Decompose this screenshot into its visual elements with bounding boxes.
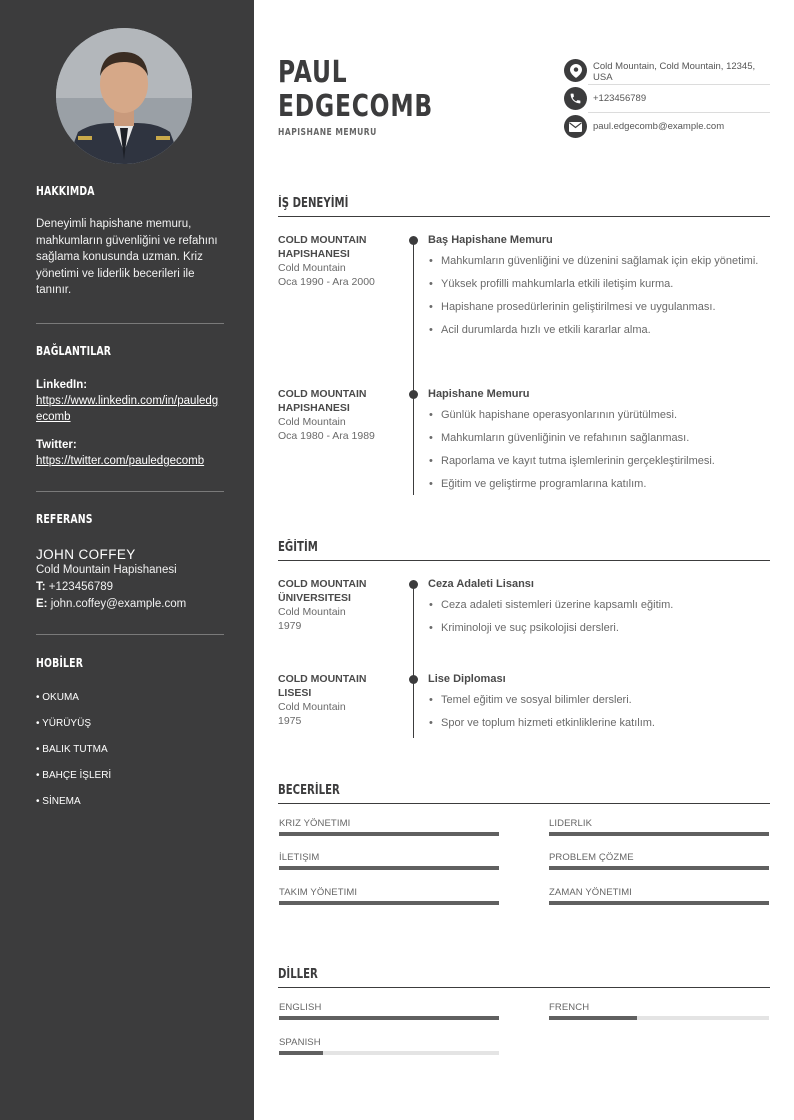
last-name: EDGECOMB xyxy=(278,89,434,124)
skill-item xyxy=(549,887,769,905)
contact-divider xyxy=(588,84,770,85)
reference-email: john.coffey@example.com xyxy=(50,598,187,610)
timeline-dot xyxy=(409,390,418,399)
employer-location: Cold Mountain xyxy=(278,416,346,428)
skill-item xyxy=(549,818,769,836)
skill-label: PROBLEM ÇÖZME xyxy=(549,852,634,863)
sidebar-divider xyxy=(36,323,224,324)
section-divider xyxy=(278,560,770,561)
reference-email-label: E: xyxy=(36,598,48,610)
skill-item xyxy=(279,852,499,870)
language-bar xyxy=(279,1016,499,1020)
skill-bar-fill xyxy=(279,832,499,836)
first-name: PAUL xyxy=(278,55,348,90)
responsibility-item: • Eğitim ve geliştirme programlarına katılım. xyxy=(428,477,768,492)
sidebar xyxy=(0,0,254,1120)
responsibility-item: • Günlük hapishane operasyonlarının yürütülmesi. xyxy=(428,408,768,423)
language-item xyxy=(549,1002,769,1020)
graduation-year: 1979 xyxy=(278,620,302,632)
education-detail-list xyxy=(428,598,768,636)
language-label: FRENCH xyxy=(549,1002,590,1013)
employment-dates: Oca 1990 - Ara 2000 xyxy=(278,276,375,288)
school-location: Cold Mountain xyxy=(278,701,346,713)
skill-bar xyxy=(549,832,769,836)
degree-title: Lise Diploması xyxy=(428,673,506,685)
experience-timeline xyxy=(413,240,414,495)
hobby-item: • YÜRÜYÜŞ xyxy=(36,718,91,729)
reference-name: JOHN COFFEY xyxy=(36,547,136,562)
education-detail-item: • Kriminoloji ve suç psikolojisi dersleri. xyxy=(428,621,768,636)
hobbies-list xyxy=(36,691,224,821)
linkedin-label: LinkedIn: xyxy=(36,379,88,391)
timeline-dot xyxy=(409,675,418,684)
experience-heading: İŞ DENEYİMİ xyxy=(278,196,349,211)
position-title: Baş Hapishane Memuru xyxy=(428,234,553,246)
education-timeline xyxy=(413,584,414,738)
experience-entry-meta xyxy=(278,388,396,443)
skill-label: İLETIŞIM xyxy=(279,852,320,863)
reference-phone-label: T: xyxy=(36,581,46,593)
reference-phone: +123456789 xyxy=(48,581,114,593)
skill-bar xyxy=(549,901,769,905)
language-bar xyxy=(549,1016,769,1020)
skill-item xyxy=(549,852,769,870)
skill-bar xyxy=(279,901,499,905)
language-item xyxy=(279,1037,499,1055)
education-heading: EĞİTİM xyxy=(278,540,318,555)
experience-entry-meta xyxy=(278,234,396,289)
contact-phone xyxy=(564,87,770,110)
reference-phone-row xyxy=(36,579,224,596)
sidebar-divider xyxy=(36,634,224,635)
twitter-label: Twitter: xyxy=(36,439,77,451)
phone-text: +123456789 xyxy=(593,93,647,104)
education-detail-list xyxy=(428,693,768,731)
language-label: SPANISH xyxy=(279,1037,321,1048)
hobby-item: • SİNEMA xyxy=(36,796,81,807)
employment-dates: Oca 1980 - Ara 1989 xyxy=(278,430,375,442)
linkedin-link[interactable]: https://www.linkedin.com/in/pauledgecomb xyxy=(36,395,219,423)
skill-bar xyxy=(279,866,499,870)
about-section xyxy=(36,184,224,299)
responsibility-item: • Acil durumlarda hızlı ve etkili kararlar alma. xyxy=(428,323,768,338)
skill-bar-fill xyxy=(279,866,499,870)
linkedin-entry xyxy=(36,378,224,425)
position-title: Hapishane Memuru xyxy=(428,388,530,400)
skill-item xyxy=(279,818,499,836)
skill-bar-fill xyxy=(279,901,499,905)
skill-bar-fill xyxy=(549,832,769,836)
profile-photo xyxy=(56,28,192,164)
language-bar xyxy=(279,1051,499,1055)
reference-email-row xyxy=(36,596,224,613)
language-bar-fill xyxy=(279,1016,499,1020)
section-divider xyxy=(278,987,770,988)
contact-address xyxy=(564,59,770,83)
responsibility-item: • Mahkumların güvenliğinin ve refahının sağlanması. xyxy=(428,431,768,446)
skill-bar xyxy=(279,832,499,836)
portrait-image xyxy=(56,28,192,164)
address-text: Cold Mountain, Cold Mountain, 12345, USA xyxy=(593,61,756,83)
reference-org: Cold Mountain Hapishanesi xyxy=(36,564,177,576)
language-bar-fill xyxy=(279,1051,323,1055)
email-text: paul.edgecomb@example.com xyxy=(593,121,725,132)
skill-bar-fill xyxy=(549,866,769,870)
responsibility-list xyxy=(428,408,768,492)
responsibility-item: • Hapishane prosedürlerinin geliştirilmesi ve uygulanması. xyxy=(428,300,768,315)
contact-email xyxy=(564,115,770,138)
timeline-dot xyxy=(409,236,418,245)
twitter-link[interactable]: https://twitter.com/pauledgecomb xyxy=(36,455,205,467)
main-content xyxy=(254,0,794,1120)
sidebar-divider xyxy=(36,491,224,492)
skill-label: LIDERLIK xyxy=(549,818,593,829)
section-divider xyxy=(278,216,770,217)
languages-heading: DİLLER xyxy=(278,967,318,982)
skill-label: ZAMAN YÖNETIMI xyxy=(549,887,633,898)
employer-name: COLD MOUNTAIN HAPISHANESI xyxy=(278,234,367,260)
employer-name: COLD MOUNTAIN HAPISHANESI xyxy=(278,388,367,414)
education-entry-detail xyxy=(428,577,768,644)
education-entry-meta xyxy=(278,578,396,633)
twitter-entry xyxy=(36,438,224,470)
envelope-icon xyxy=(564,115,587,138)
skill-label: TAKIM YÖNETIMI xyxy=(279,887,358,898)
education-detail-item: • Ceza adaleti sistemleri üzerine kapsamlı eğitim. xyxy=(428,598,768,613)
links-heading: BAĞLANTILAR xyxy=(36,344,112,358)
responsibility-item: • Raporlama ve kayıt tutma işlemlerinin gerçekleştirilmesi. xyxy=(428,454,768,469)
contact-divider xyxy=(588,112,770,113)
full-name xyxy=(278,56,433,124)
hobbies-section xyxy=(36,656,224,821)
responsibility-item: • Mahkumların güvenliğini ve düzenini sağlamak için ekip yönetimi. xyxy=(428,254,768,269)
language-label: ENGLISH xyxy=(279,1002,322,1013)
hobby-item: • OKUMA xyxy=(36,692,79,703)
education-detail-item: • Spor ve toplum hizmeti etkinliklerine katılım. xyxy=(428,716,768,731)
section-divider xyxy=(278,803,770,804)
graduation-year: 1975 xyxy=(278,715,302,727)
skill-bar-fill xyxy=(549,901,769,905)
skills-heading: BECERİLER xyxy=(278,783,340,798)
responsibility-item: • Yüksek profilli mahkumlarla etkili iletişim kurma. xyxy=(428,277,768,292)
job-title: HAPISHANE MEMURU xyxy=(278,127,377,138)
school-location: Cold Mountain xyxy=(278,606,346,618)
employer-location: Cold Mountain xyxy=(278,262,346,274)
school-name: COLD MOUNTAIN LISESI xyxy=(278,673,367,699)
phone-icon xyxy=(564,87,587,110)
location-pin-icon xyxy=(564,59,587,82)
language-bar-fill xyxy=(549,1016,637,1020)
language-item xyxy=(279,1002,499,1020)
timeline-dot xyxy=(409,580,418,589)
reference-section xyxy=(36,512,224,613)
education-entry-detail xyxy=(428,672,768,739)
degree-title: Ceza Adaleti Lisansı xyxy=(428,578,534,590)
about-text: Deneyimli hapishane memuru, mahkumların güvenliğini ve refahını sağlama konusunda uzman. Kriz yönetimi ve liderlik becerileri ile tanınır. xyxy=(36,218,218,296)
skill-label: KRIZ YÖNETIMI xyxy=(279,818,351,829)
reference-heading: REFERANS xyxy=(36,512,93,526)
experience-entry-detail xyxy=(428,233,768,346)
education-entry-meta xyxy=(278,673,396,728)
school-name: COLD MOUNTAIN ÜNIVERSITESI xyxy=(278,578,367,604)
links-section xyxy=(36,344,224,470)
education-detail-item: • Temel eğitim ve sosyal bilimler dersleri. xyxy=(428,693,768,708)
hobby-item: • BALIK TUTMA xyxy=(36,744,108,755)
experience-entry-detail xyxy=(428,387,768,500)
skill-item xyxy=(279,887,499,905)
about-heading: HAKKIMDA xyxy=(36,184,95,198)
responsibility-list xyxy=(428,254,768,338)
hobbies-heading: HOBİLER xyxy=(36,656,84,670)
skill-bar xyxy=(549,866,769,870)
hobby-item: • BAHÇE İŞLERİ xyxy=(36,770,112,781)
